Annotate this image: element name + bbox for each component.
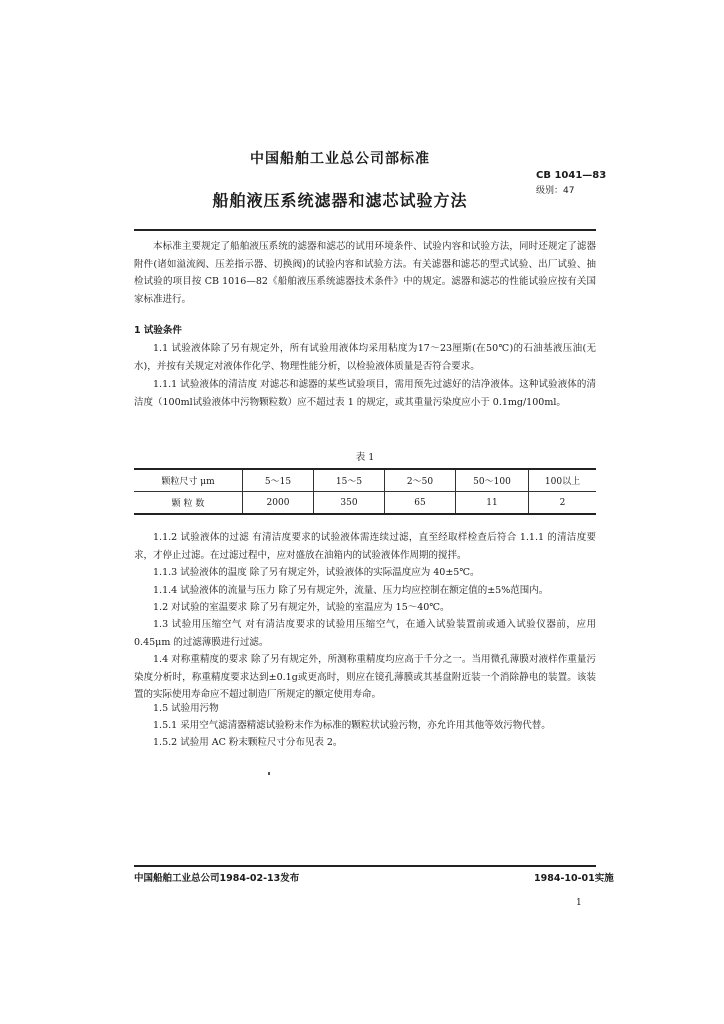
table-row-counts — [134, 492, 596, 515]
clause-1-1-1: 1.1.1 试验液体的清洁度 对滤芯和滤器的某些试验项目，需用预先过滤好的洁净液体。这种试验液体的清洁度（100ml试验液体中污物颗粒数）应不超过表 1 的规定，或其重量污染度应小于 0.1mg/100ml。 — [134, 379, 596, 408]
table-row-label: 颗 粒 数 — [134, 492, 243, 515]
table-cell: 350 — [314, 492, 385, 515]
issue-date: 中国船舶工业总公司1984-02-13发布 — [134, 873, 300, 884]
standard-classification: 级别：47 — [536, 186, 575, 196]
table-1 — [134, 468, 596, 515]
table-cell: 5～15 — [243, 469, 314, 492]
clause-1-1-2: 1.1.2 试验液体的过滤 有清洁度要求的试验液体需连续过滤，直至经取样检查后符合 1.1.1 的清洁度要求，才停止过滤。在过滤过程中，应对盛放在油箱内的试验液体作周期的搅拌。 — [134, 532, 596, 561]
clause-1-5-2: 1.5.2 试验用 AC 粉末颗粒尺寸分布见表 2。 — [153, 737, 343, 748]
organization-title: 中国船舶工业总公司部标准 — [250, 151, 430, 167]
page-number: 1 — [576, 898, 582, 908]
table-cell: 50～100 — [456, 469, 529, 492]
table-cell: 2000 — [243, 492, 314, 515]
intro-paragraph: 本标准主要规定了船舶液压系统的滤器和滤芯的试用环境条件、试验内容和试验方法，同时还规定了滤器附件(诸如溢流阀、压差指示器、切换阀)的试验内容和试验方法。有关滤器和滤芯的型式试验、出厂试验、抽检试验的项目按 CB 1016—82《船舶液压系统滤器技术条件》中的规定。滤器和滤芯的性能试验应按有关国家标准进行。 — [134, 241, 596, 305]
table-cell: 11 — [456, 492, 529, 515]
effective-date: 1984-10-01实施 — [534, 873, 614, 884]
table-cell: 15～5 — [314, 469, 385, 492]
clause-1-2: 1.2 对试验的室温要求 除了另有规定外，试验的室温应为 15～40℃。 — [153, 602, 450, 613]
footer-rule — [134, 865, 596, 867]
table-cell: 2 — [529, 492, 597, 515]
clause-1-1: 1.1 试验液体除了另有规定外，所有试验用液体均采用粘度为17～23厘斯(在50℃)的石油基液压油(无水)，并按有关规定对液体作化学、物理性能分析，以检验液体质量是否符合要求。 — [134, 343, 596, 372]
table-1-caption: 表 1 — [355, 452, 375, 463]
table-cell: 2～50 — [385, 469, 456, 492]
clause-1-5-1: 1.5.1 采用空气滤清器精滤试验粉末作为标准的颗粒状试验污物，亦允许用其他等效污物代替。 — [153, 720, 551, 731]
table-row-label: 颗粒尺寸 μm — [134, 469, 243, 492]
clause-1-4: 1.4 对称重精度的要求 除了另有规定外，所测称重精度均应高于千分之一。当用微孔薄膜对液样作重量污染度分析时，称重精度要求达到±0.1g或更高时，则应在镜孔薄膜或其基盘附近装一个消除静电的装置。该装置的实际使用寿命应不超过制造厂所规定的额定使用寿命。 — [134, 654, 596, 700]
clause-1-1-3: 1.1.3 试验液体的温度 除了另有规定外，试验液体的实际温度应为 40±5℃。 — [153, 567, 480, 578]
document-title: 船舶液压系统滤器和滤芯试验方法 — [212, 191, 468, 210]
clause-1-1-4: 1.1.4 试验液体的流量与压力 除了另有规定外，流量、压力均应控制在额定值的±5%范围内。 — [153, 585, 549, 596]
standard-code: CB 1041—83 — [536, 170, 607, 181]
clause-1-5: 1.5 试验用污物 — [153, 703, 219, 714]
header-rule — [134, 229, 596, 231]
table-cell: 65 — [385, 492, 456, 515]
table-cell: 100以上 — [529, 469, 597, 492]
clause-1-3: 1.3 试验用压缩空气 对有清洁度要求的试验用压缩空气，在通入试验装置前或通入试验仪器前，应用 0.45μm 的过滤薄膜进行过滤。 — [134, 619, 596, 648]
table-row-sizes — [134, 469, 596, 492]
section-1-heading: 1 试验条件 — [134, 325, 182, 336]
scan-speck — [268, 772, 270, 775]
